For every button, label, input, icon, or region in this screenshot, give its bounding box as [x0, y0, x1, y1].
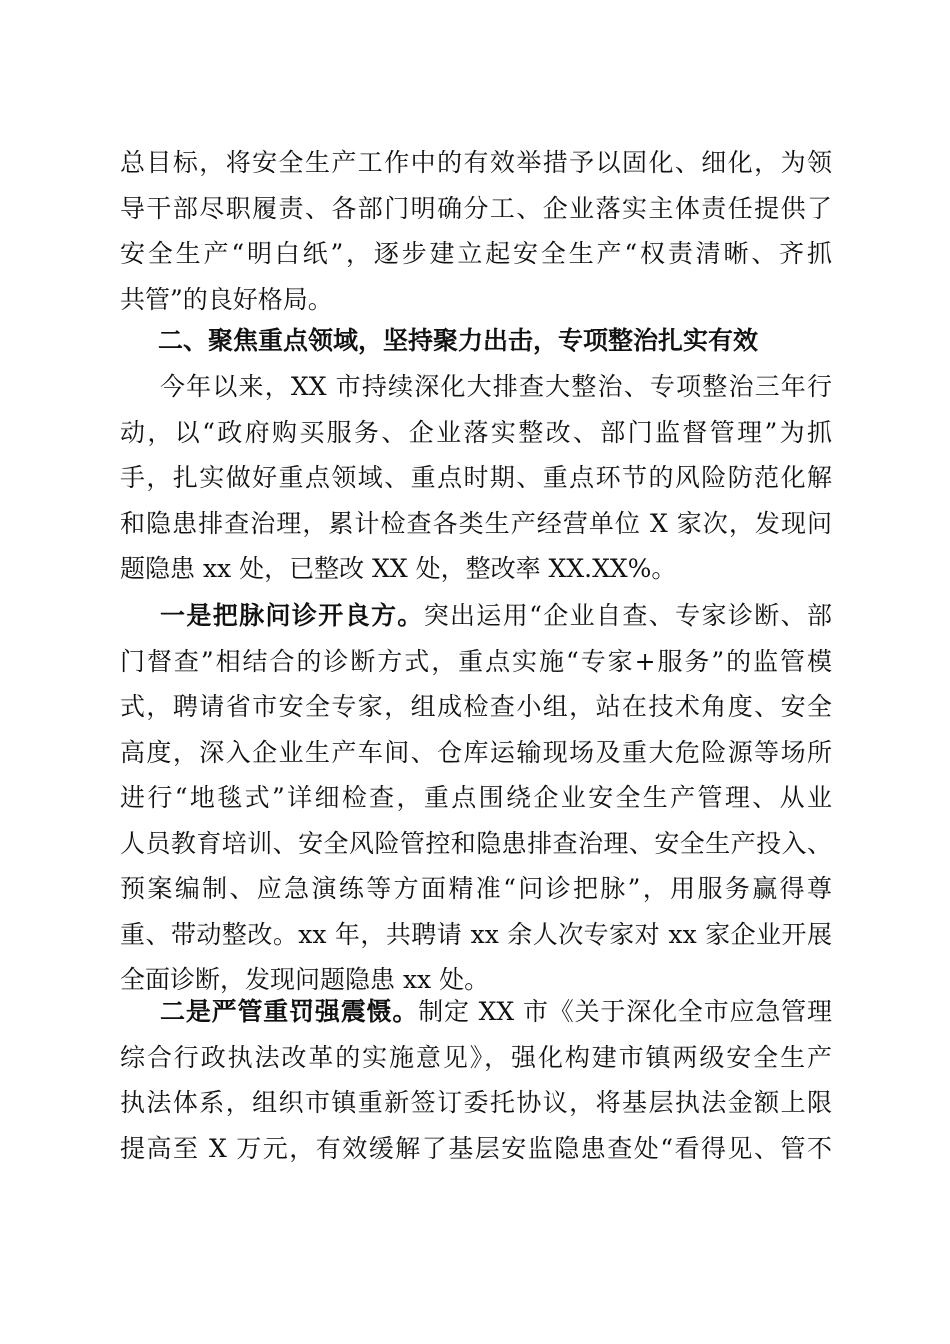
text-line: 手，扎实做好重点领域、重点时期、重点环节的风险防范化解 [120, 463, 832, 492]
text-line: 全面诊断，发现问题隐患 xx 处。 [120, 965, 490, 994]
text-line: 今年以来，XX 市持续深化大排查大整治、专项整治三年行 [160, 372, 832, 401]
text-line: 导干部尽职履责、各部门明确分工、企业落实主体责任提供了 [120, 193, 832, 223]
text-line: 人员教育培训、安全风险管控和隐患排查治理、安全生产投入、 [120, 828, 832, 858]
text-fragment: 突出运用“企业自查、专家诊断、部 [423, 601, 832, 630]
text-line: 高度，深入企业生产车间、仓库运输现场及重大危险源等场所 [120, 737, 832, 767]
paragraph-lead: 一是把脉问诊开良方。 [160, 601, 424, 630]
paragraph-overall-goal [120, 140, 832, 322]
text-line: 门督查”相结合的诊断方式，重点实施“专家+服务”的监管模 [120, 646, 832, 676]
text-line [120, 989, 832, 1035]
text-fragment: 制定 XX 市《关于深化全市应急管理 [418, 997, 832, 1026]
text-line: 和隐患排查治理，累计检查各类生产经营单位 X 家次，发现问 [120, 508, 832, 538]
text-line: 动，以“政府购买服务、企业落实整改、部门监督管理”为抓 [120, 417, 832, 447]
text-line: 预案编制、应急演练等方面精准“问诊把脉”，用服务赢得尊 [120, 874, 832, 903]
paragraph-special-rectification [120, 364, 832, 592]
text-line: 综合行政执法改革的实施意见》，强化构建市镇两级安全生产 [120, 1042, 832, 1072]
text-line: 总目标，将安全生产工作中的有效举措予以固化、细化，为领 [120, 148, 832, 177]
text-line: 进行“地毯式”详细检查，重点围绕企业安全生产管理、从业 [120, 783, 832, 812]
text-line: 题隐患 xx 处，已整改 XX 处，整改率 XX.XX%。 [120, 554, 677, 583]
text-line: 提高至 X 万元，有效缓解了基层安监隐患查处“看得见、管不 [120, 1133, 832, 1163]
section-heading: 二、聚焦重点领域，坚持聚力出击，专项整治扎实有效 [158, 326, 759, 355]
text-line: 重、带动整改。xx 年，共聘请 xx 余人次专家对 xx 家企业开展 [120, 919, 832, 949]
text-line: 共管”的良好格局。 [120, 284, 333, 314]
paragraph-strict-enforcement [120, 989, 832, 1171]
text-line [120, 593, 832, 639]
text-line: 执法体系，组织市镇重新签订委托协议，将基层执法金额上限 [120, 1088, 832, 1117]
paragraph-diagnosis [120, 593, 832, 1003]
text-line: 安全生产“明白纸”，逐步建立起安全生产“权责清晰、齐抓 [120, 239, 832, 268]
text-line: 式，聘请省市安全专家，组成检查小组，站在技术角度、安全 [120, 692, 832, 721]
paragraph-lead: 二是严管重罚强震慑。 [160, 997, 419, 1026]
